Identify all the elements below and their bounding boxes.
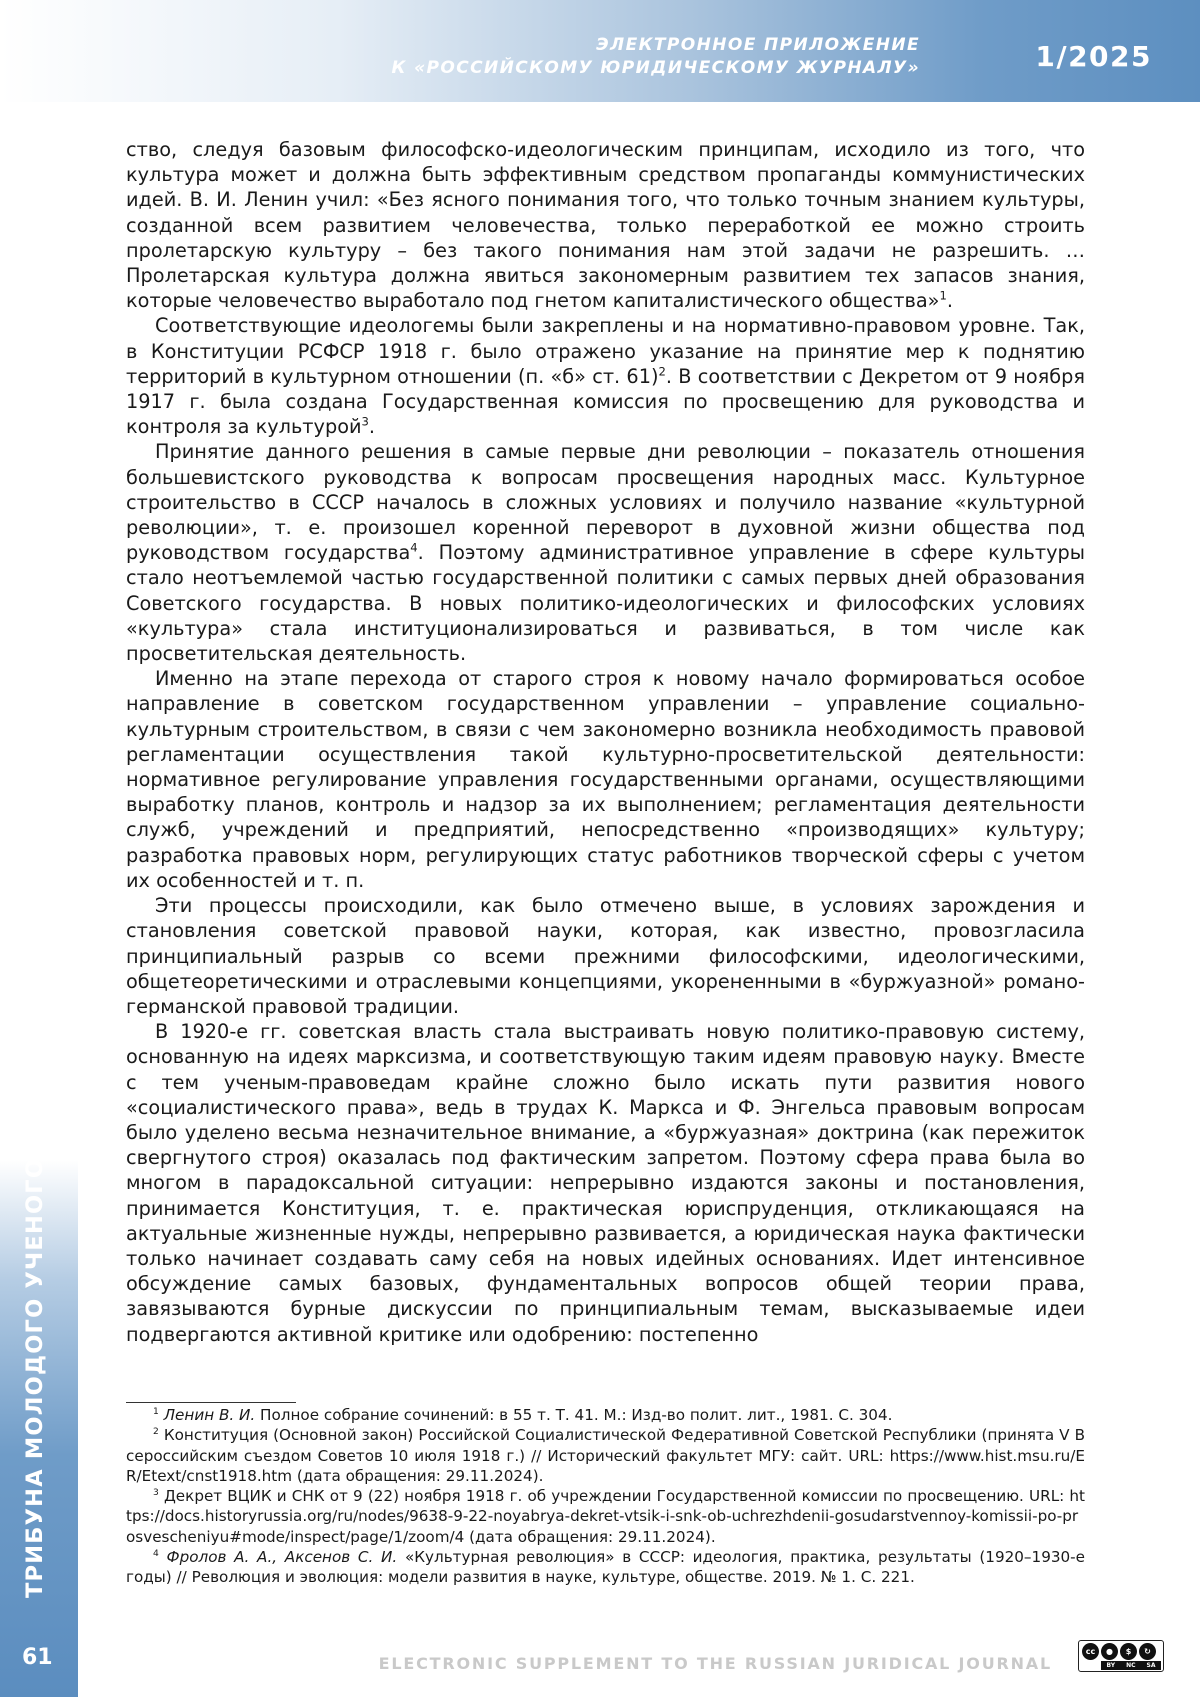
footnote-ref-1[interactable]: 1 [939, 289, 946, 303]
footnote-ref-2[interactable]: 2 [659, 364, 666, 378]
paragraph-6: В 1920-е гг. советская власть стала выстраивать новую политико-правовую систему, основанную на идеях марксизма, и соответствующую таким идеям правовую науку. Вместе с тем ученым-правоведам крайне сложно было искать пути развития нового «социалистического права», ведь в трудах К. Маркса и Ф. Энгельса правовым вопросам было уделено весьма незначительное внимание, а «буржуазная» доктрина (как пережиток свергнутого строя) оказалась под фактическим запретом. Поэтому сфера права была во многом в парадоксальной ситуации: непрерывно издаются законы и постановления, принимается Конституция, т. е. практическая юриспруденция, откликающаяся на актуальные жизненные нужды, непрерывно развивается, а юридическая наука фактически только начинает создавать саму себя на новых идейных основаниях. Идет интенсивное обсуждение самых базовых, фундаментальных вопросов общей теории права, завязываются бурные дискуссии по принципиальным темам, высказываемые идеи подвергаются активной критике или одобрению: постепенно [126, 1019, 1085, 1347]
issue-number: 1/2025 [1035, 40, 1152, 73]
paragraph-3: Принятие данного решения в самые первые дни революции – показатель отношения большевистского руководства к вопросам просвещения народных масс. Культурное строительство в СССР началось в сложных условиях и получило название «культурной революции», т. е. произошел коренной переворот в духовной жизни общества под руководством государства4. Поэтому административное управление в сфере культуры стало неотъемлемой частью государственной политики с самых первых дней образования Советского государства. В новых политико-идеологических и философских условиях «культура» стала институционализироваться и развиваться, в том числе как просветительская деятельность. [126, 439, 1085, 666]
sa-icon: ↻ [1139, 1643, 1156, 1660]
footnote-ref-3[interactable]: 3 [362, 415, 369, 429]
journal-title-line1: ЭЛЕКТРОННОЕ ПРИЛОЖЕНИЕ [391, 34, 920, 57]
paragraph-1: ство, следуя базовым философско-идеологическим принципам, исходило из того, что культура может и должна быть эффективным средством пропаганды коммунистических идей. В. И. Ленин учил: «Без ясного понимания того, что только точным знанием культуры, созданной всем развитием человечества, только переработкой ее можно строить пролетарскую культуру – без такого понимания нам этой задачи не разрешить. …Пролетарская культура должна явиться закономерным развитием тех запасов знания, которые человечество выработало под гнетом капиталистического общества»1. [126, 137, 1085, 313]
cc-icon: cc [1082, 1643, 1099, 1660]
paragraph-5: Эти процессы происходили, как было отмечено выше, в условиях зарождения и становления советской правовой науки, которая, как известно, провозгласила принципиальный разрыв со всеми прежними философскими, идеологическими, общетеоретическими и отраслевыми концепциями, укорененными в «буржуазной» романо-германской правовой традиции. [126, 893, 1085, 1019]
journal-title [391, 34, 920, 80]
journal-title-line2: К «РОССИЙСКОМУ ЮРИДИЧЕСКОМУ ЖУРНАЛУ» [391, 57, 920, 80]
article-body [126, 137, 1085, 1347]
footnote-1: 1 Ленин В. И. Полное собрание сочинений: в 55 т. Т. 41. М.: Изд-во полит. лит., 1981. С. 304. [126, 1405, 1085, 1425]
paragraph-2: Соответствующие идеологемы были закреплены и на нормативно-правовом уровне. Так, в Конституции РСФСР 1918 г. было отражено указание на принятие мер к поднятию территорий в культурном отношении (п. «б» ст. 61)2. В соответствии с Декретом от 9 ноября 1917 г. была создана Государственная комиссия по просвещению для руководства и контроля за культурой3. [126, 313, 1085, 439]
footnote-2: 2 Конституция (Основной закон) Российской Социалистической Федеративной Советской Республики (принята V Всероссийским съездом Советов 10 июля 1918 г.) // Исторический факультет МГУ: сайт. URL: https://www.hist.msu.ru/ER/Etext/cnst1918.htm (дата обращения: 29.11.2024). [126, 1425, 1085, 1486]
footnote-4: 4 Фролов А. А., Аксенов С. И. «Культурная революция» в СССР: идеология, практика, результаты (1920–1930-е годы) // Революция и эволюция: модели развития в науке, культуре, обществе. 2019. № 1. С. 221. [126, 1547, 1085, 1588]
footnote-divider [126, 1402, 296, 1403]
paragraph-4: Именно на этапе перехода от старого строя к новому начало формироваться особое направление в советском государственном управлении – управление социально-культурным строительством, в связи с чем закономерно возникла необходимость правовой регламентации осуществления такой культурно-просветительской деятельности: нормативное регулирование управления государственными органами, осуществляющими выработку планов, контроль и надзор за их выполнением; регламентация деятельности служб, учреждений и предприятий, непосредственно «производящих» культуру; разработка правовых норм, регулирующих статус работников творческой сферы с учетом их особенностей и т. п. [126, 666, 1085, 893]
cc-license-badge[interactable] [1078, 1640, 1164, 1672]
page-number: 61 [22, 1645, 53, 1670]
footnote-3: 3 Декрет ВЦИК и СНК от 9 (22) ноября 1918 г. об учреждении Государственной комиссии по просвещению. URL: https://docs.historyrussia.org/ru/nodes/9638-9-22-noyabrya-dekret-vtsik-i-snk-ob-uchrezhdenii-gosudarstvennoy-komissii-po-prosvescheniyu#mode/inspect/page/1/zoom/4 (дата обращения: 29.11.2024). [126, 1486, 1085, 1547]
footnote-ref-4[interactable]: 4 [410, 541, 417, 555]
footnotes [126, 1405, 1085, 1588]
footer-journal-name: ELECTRONIC SUPPLEMENT TO THE RUSSIAN JURIDICAL JOURNAL [379, 1654, 1052, 1673]
section-label: ТРИБУНА МОЛОДОГО УЧЕНОГО [22, 1178, 48, 1598]
cc-license-strip: BY NC SA [1101, 1661, 1161, 1670]
by-icon: ● [1101, 1643, 1118, 1660]
nc-icon: $ [1120, 1643, 1137, 1660]
